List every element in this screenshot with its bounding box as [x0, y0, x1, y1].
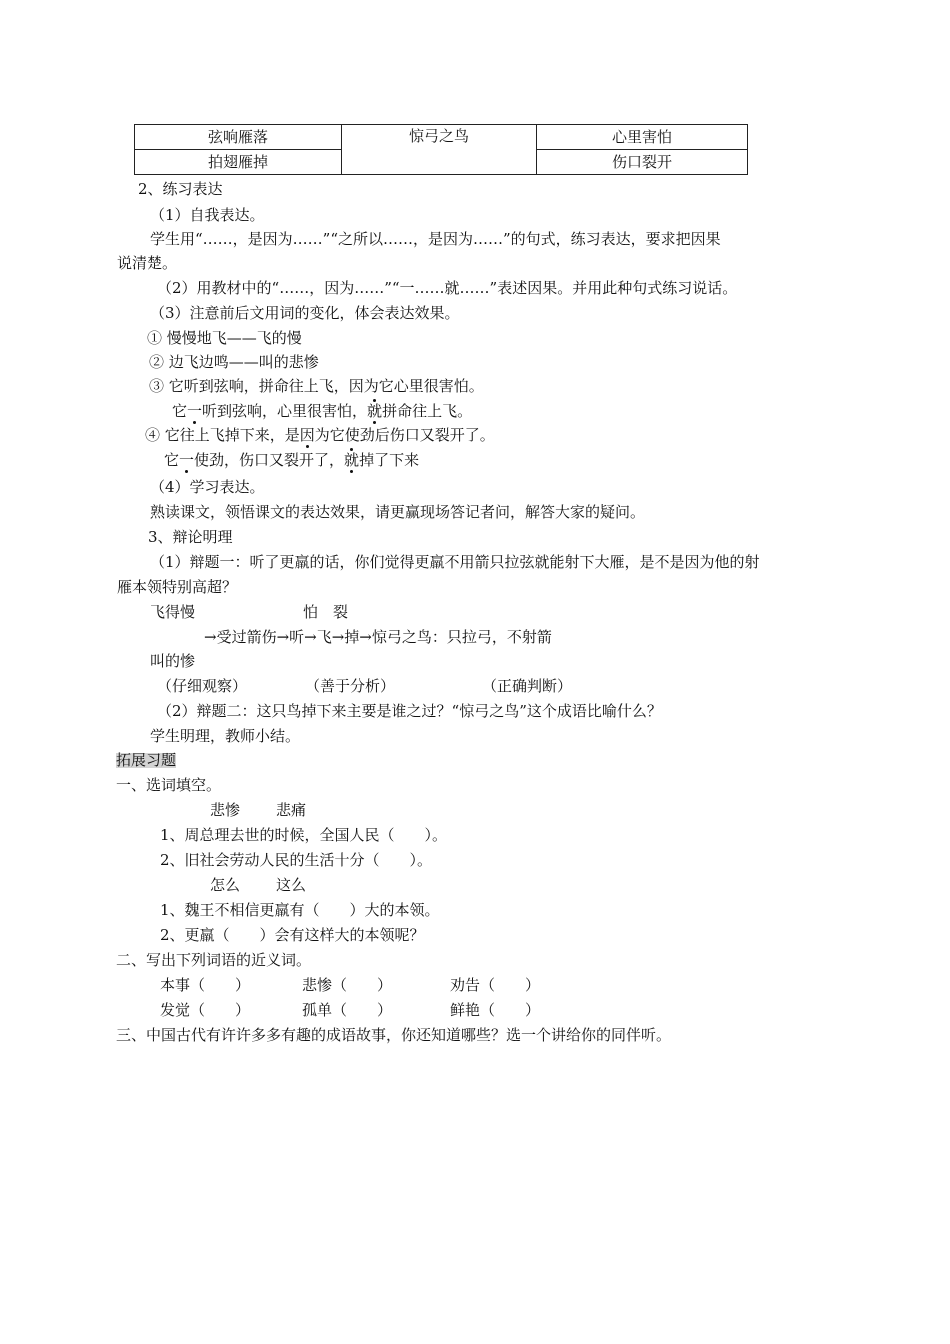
text-line: 学生用“……，是因为……”“之所以……，是因为……”的句式，练习表达，要求把因果 [150, 230, 721, 248]
text-line: 说清楚。 [117, 254, 178, 272]
flow-label: 怕 裂 [303, 603, 349, 621]
synonym-item: 悲惨（ ） [302, 976, 393, 994]
table-cell: 弦响雁落 [135, 125, 342, 150]
emphasis-mark: 一 [179, 451, 195, 469]
word-choice: 悲惨 [210, 801, 241, 819]
example-line: ④ 它往上飞掉下来，是因为它使劲后伤口又裂开了。 [145, 426, 495, 444]
question-heading: 一、选词填空。 [116, 776, 222, 794]
exercises-title: 拓展习题 [116, 751, 177, 769]
word-choice: 悲痛 [276, 801, 307, 819]
section-heading: 3、辩论明理 [148, 528, 233, 546]
text-line: （3）注意前后文用词的变化，体会表达效果。 [150, 304, 460, 322]
synonym-item: 鲜艳（ ） [450, 1001, 541, 1019]
emphasis-mark: 因 [299, 426, 315, 444]
synonym-item: 发觉（ ） [160, 1001, 251, 1019]
table-cell: 拍翅雁掉 [135, 150, 342, 175]
example-line: ② 边飞边鸣——叫的悲惨 [149, 353, 319, 371]
text-line: （1）自我表达。 [150, 206, 265, 224]
question-heading: 三、中国古代有许许多多有趣的成语故事，你还知道哪些？选一个讲给你的同伴听。 [116, 1026, 672, 1044]
text-line: （2）用教材中的“……，因为……”“一……就……”表述因果。并用此种句式练习说话。 [157, 279, 738, 297]
text-line: 熟读课文，领悟课文的表达效果，请更赢现场答记者问，解答大家的疑问。 [150, 503, 646, 521]
example-line: ① 慢慢地飞——飞的慢 [147, 329, 302, 347]
flow-chain: →受过箭伤→听→飞→掉→惊弓之鸟：只拉弓，不射箭 [204, 628, 552, 646]
question-item: 2、旧社会劳动人民的生活十分（ ）。 [160, 851, 433, 869]
synonym-item: 劝告（ ） [450, 976, 541, 994]
text-line: （1）辩题一：听了更羸的话，你们觉得更羸不用箭只拉弦就能射下大雁，是不是因为他的射 [150, 553, 760, 571]
emphasis-mark: 就 [367, 402, 383, 420]
table-cell: 惊弓之鸟 [342, 125, 537, 175]
flow-note: （仔细观察） [157, 677, 248, 695]
flow-label: 叫的惨 [150, 652, 196, 670]
text-line: 学生明理，教师小结。 [150, 727, 301, 745]
synonym-item: 孤单（ ） [302, 1001, 393, 1019]
word-choice: 怎么 [210, 876, 241, 894]
emphasis-mark: 一 [187, 402, 203, 420]
flow-label: 飞得慢 [150, 603, 196, 621]
flow-note: （正确判断） [482, 677, 573, 695]
example-line: 它一听到弦响，心里很害怕，就拼命往上飞。 [172, 402, 473, 420]
synonym-item: 本事（ ） [160, 976, 251, 994]
text-line: 雁本领特别高超？ [117, 578, 238, 596]
text-line: （2）辩题二：这只鸟掉下来主要是谁之过？“惊弓之鸟”这个成语比喻什么？ [157, 702, 662, 720]
section-heading: 2、练习表达 [138, 180, 223, 198]
word-choice: 这么 [276, 876, 307, 894]
emphasis-mark: 就 [344, 451, 360, 469]
idiom-table [134, 124, 748, 175]
example-line: 它一使劲，伤口又裂开了，就掉了下来 [164, 451, 420, 469]
text-line: （4）学习表达。 [150, 478, 265, 496]
question-item: 2、更羸（ ）会有这样大的本领呢？ [160, 926, 425, 944]
question-heading: 二、写出下列词语的近义词。 [116, 951, 312, 969]
example-line: ③ 它听到弦响，拼命往上飞，因为它心里很害怕。 [149, 377, 484, 395]
table-cell: 伤口裂开 [537, 150, 748, 175]
question-item: 1、魏王不相信更羸有（ ）大的本领。 [160, 901, 440, 919]
table-cell: 心里害怕 [537, 125, 748, 150]
question-item: 1、周总理去世的时候，全国人民（ ）。 [160, 826, 448, 844]
flow-note: （善于分析） [305, 677, 396, 695]
